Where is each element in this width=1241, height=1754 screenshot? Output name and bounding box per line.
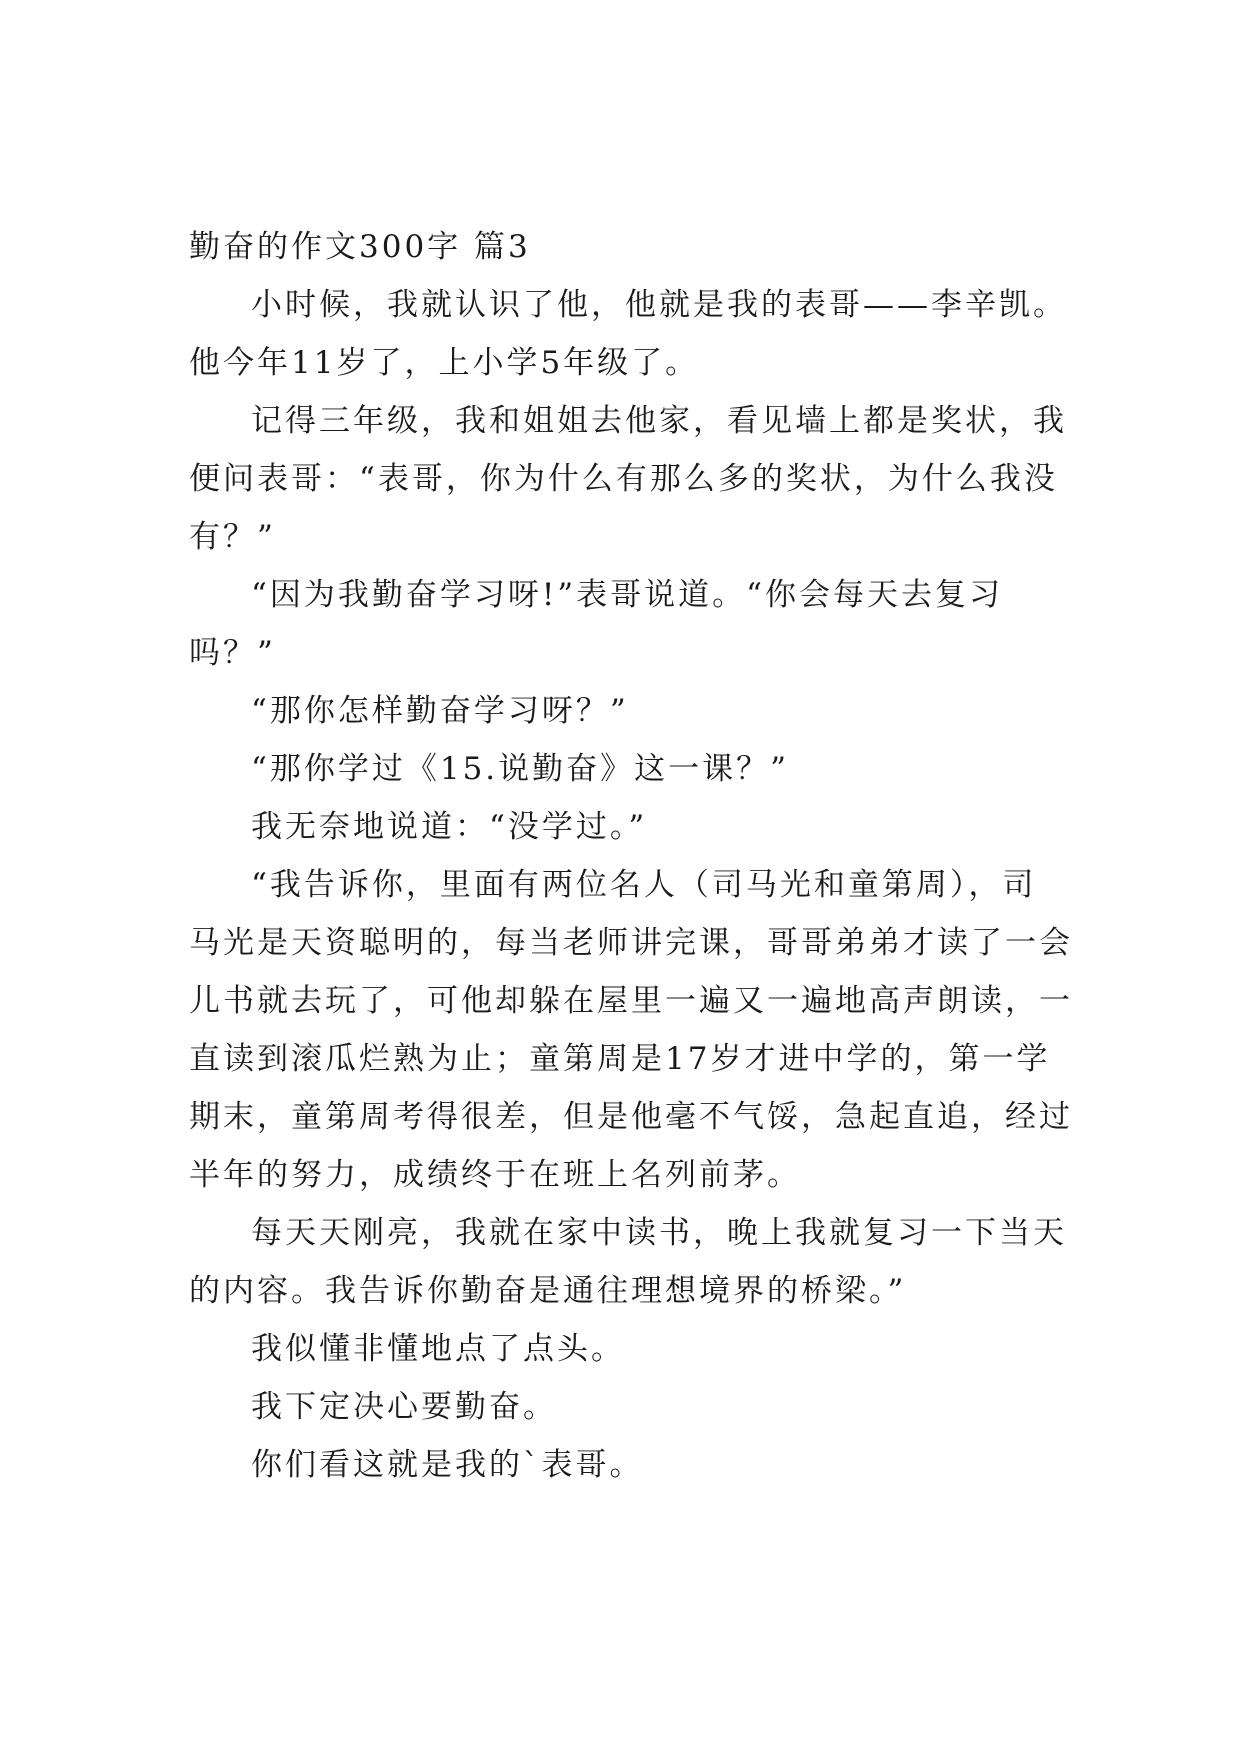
text-line: 你们看这就是我的`表哥。 bbox=[251, 1447, 644, 1483]
text-line: 我似懂非懂地点了点头。 bbox=[251, 1331, 625, 1367]
text-line: 小时候，我就认识了他，他就是我的表哥——李辛凯。 bbox=[251, 287, 1067, 323]
text-line: “那你怎样勤奋学习呀？” bbox=[251, 693, 629, 729]
text-line: 我下定决心要勤奋。 bbox=[251, 1389, 557, 1425]
document-body bbox=[189, 218, 1073, 1494]
text-line: 记得三年级，我和姐姐去他家，看见墙上都是奖状，我 bbox=[251, 403, 1067, 439]
text-line: “那你学过《15.说勤奋》这一课？” bbox=[251, 751, 789, 787]
text-line: 直读到滚瓜烂熟为止；童第周是17岁才进中学的，第一学 bbox=[189, 1041, 1051, 1077]
text-line: 马光是天资聪明的，每当老师讲完课，哥哥弟弟才读了一会 bbox=[189, 925, 1073, 961]
text-line: 我无奈地说道：“没学过。” bbox=[251, 809, 648, 845]
text-line: 半年的努力，成绩终于在班上名列前茅。 bbox=[189, 1157, 801, 1193]
text-line: 有？” bbox=[189, 519, 276, 555]
document-title: 勤奋的作文300字 篇3 bbox=[189, 229, 531, 265]
text-line: “我告诉你，里面有两位名人（司马光和童第周），司 bbox=[251, 867, 1037, 903]
text-line: 的内容。我告诉你勤奋是通往理想境界的桥梁。” bbox=[189, 1273, 907, 1309]
text-line: “因为我勤奋学习呀!”表哥说道。“你会每天去复习 bbox=[251, 577, 1003, 613]
text-line: 儿书就去玩了，可他却躲在屋里一遍又一遍地高声朗读，一 bbox=[189, 983, 1073, 1019]
text-line: 他今年11岁了，上小学5年级了。 bbox=[189, 345, 700, 381]
text-line: 吗？” bbox=[189, 635, 276, 671]
text-line: 每天天刚亮，我就在家中读书，晚上我就复习一下当天 bbox=[251, 1215, 1067, 1251]
text-line: 期末，童第周考得很差，但是他毫不气馁，急起直追，经过 bbox=[189, 1099, 1073, 1135]
text-line: 便问表哥：“表哥，你为什么有那么多的奖状，为什么我没 bbox=[189, 461, 1058, 497]
